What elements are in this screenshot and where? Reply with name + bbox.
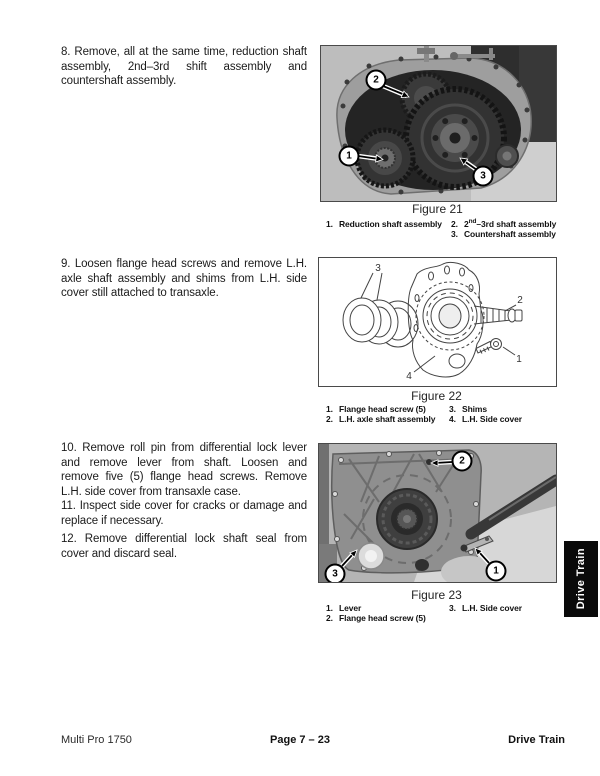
legend-item — [449, 414, 557, 424]
figure-22-caption: Figure 22 — [411, 389, 462, 403]
fig22-callout-3-number: 3 — [375, 263, 381, 274]
legend-item — [326, 603, 448, 613]
footer-page-number: Page 7 – 23 — [270, 734, 330, 746]
figure-23-legend-col1 — [326, 603, 448, 624]
section-tab-label: Drive Train — [575, 548, 587, 610]
legend-item-label: Countershaft assembly — [464, 229, 556, 240]
legend-item — [451, 229, 557, 239]
fig23-callout-3-number: 3 — [332, 568, 338, 580]
step-12: 12. Remove differential lock shaft seal from cover and discard seal. — [61, 533, 307, 560]
footer-model: Multi Pro 1750 — [61, 734, 132, 746]
legend-item-number: 2. — [326, 613, 333, 624]
legend-item-number: 1. — [326, 404, 333, 414]
legend-item — [451, 219, 557, 229]
legend-item-number: 1. — [326, 603, 333, 613]
legend-item-label: Flange head screw (5) — [339, 613, 426, 624]
fig21-callout-2-number: 2 — [373, 74, 379, 86]
legend-item — [449, 404, 557, 414]
figure-21-legend-col1 — [326, 219, 448, 229]
legend-item — [326, 219, 448, 229]
figure-23-photo — [318, 443, 557, 583]
figure-22-legend-col2 — [449, 404, 557, 425]
fig21-callout-3-number: 3 — [480, 170, 486, 182]
figure-21-legend-col2 — [451, 219, 557, 240]
legend-item — [326, 404, 448, 414]
step-8: 8. Remove, all at the same time, reduction shaft assembly, 2nd–3rd shift assembly and countershaft assembly. — [61, 46, 307, 88]
legend-item-number: 2. — [326, 414, 333, 425]
legend-superscript: nd — [468, 218, 477, 226]
legend-item-label: L.H. Side cover — [462, 603, 522, 613]
legend-item — [449, 603, 557, 613]
legend-label-text: 2 — [464, 219, 469, 229]
figure-23-legend-col2 — [449, 603, 557, 613]
fig23-callout-1-number: 1 — [493, 565, 499, 577]
fig21-callout-3 — [474, 167, 493, 186]
fig23-callout-2-number: 2 — [459, 455, 465, 467]
legend-item-label: Flange head screw (5) — [339, 404, 426, 414]
legend-item-number: 2. — [451, 219, 458, 229]
step-10: 10. Remove roll pin from differential lock lever and remove lever from shaft. Loosen and remove five (5) flange head screws. Remove L.H. side cover from transaxle case. — [61, 442, 307, 498]
legend-item-number: 3. — [449, 603, 456, 613]
figure-22-legend-col1 — [326, 404, 448, 425]
step-9: 9. Loosen flange head screws and remove L.H. axle shaft assembly and shims from L.H. side cover still attached to transaxle. — [61, 258, 307, 300]
fig21-callout-2 — [367, 71, 386, 90]
fig22-callout-2-number: 2 — [517, 295, 523, 306]
legend-item — [326, 414, 448, 424]
legend-item-number: 4. — [449, 414, 456, 425]
legend-label-text: –3rd shaft assembly — [476, 219, 557, 229]
legend-item-label: Shims — [462, 404, 488, 414]
legend-item-label: Reduction shaft assembly — [339, 219, 442, 229]
step-11: 11. Inspect side cover for cracks or damage and replace if necessary. — [61, 500, 307, 527]
fig21-callout-1 — [340, 147, 359, 166]
legend-item-label: L.H. axle shaft assembly — [339, 414, 436, 425]
footer-section: Drive Train — [508, 734, 565, 746]
legend-item-number: 3. — [449, 404, 456, 414]
figure-23-caption: Figure 23 — [411, 588, 462, 602]
fig23-callout-2 — [453, 452, 472, 471]
legend-item — [326, 613, 448, 623]
section-tab-drive-train — [564, 541, 598, 617]
legend-item-label: L.H. Side cover — [462, 414, 522, 425]
legend-item-label: Lever — [339, 603, 362, 613]
shims — [343, 298, 418, 347]
legend-item-label — [464, 219, 557, 229]
figure-22-drawing — [318, 257, 557, 387]
fig23-callout-1 — [487, 562, 506, 581]
fig21-callout-1-number: 1 — [346, 150, 352, 162]
fig22-callout-1-number: 1 — [516, 354, 522, 365]
figure-21-photo — [320, 45, 557, 202]
legend-item-number: 1. — [326, 219, 333, 229]
axle-hub — [377, 489, 437, 549]
fig23-callout-3 — [326, 565, 345, 584]
figure-21-caption: Figure 21 — [412, 202, 463, 216]
legend-item-number: 3. — [451, 229, 458, 240]
fig22-callout-4-number: 4 — [406, 371, 412, 382]
